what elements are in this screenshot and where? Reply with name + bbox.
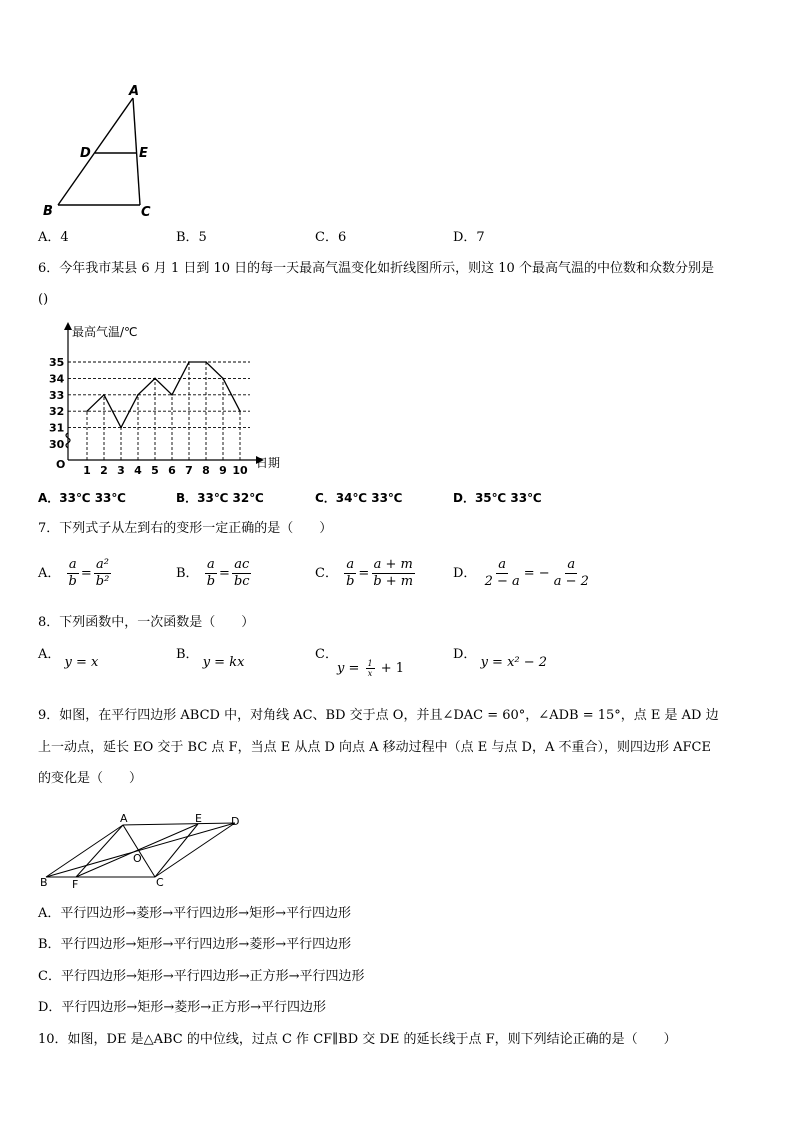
parallelogram-figure [38,810,248,892]
q10-stem: 10．如图，DE 是△ABC 的中位线，过点 C 作 CF∥BD 交 DE 的延长线于点 F，则下列结论正确的是（ ） [38,1032,677,1047]
q9-stem-line1: 9．如图，在平行四边形 ABCD 中，对角线 AC、BD 交于点 O，并且∠DAC = 60°，∠ADB = 15°，点 E 是 AD 边 [38,708,719,723]
q6-option-a[interactable]: A．33℃ 33℃ [38,491,126,505]
y-tick-label-33: 33 [49,388,65,402]
q5-option-b[interactable]: B．5 [176,230,207,245]
q9-label-A: A [120,812,128,825]
x-tick-label-5: 5 [151,464,159,477]
q9-label-C: C [156,876,164,889]
q9-option-d[interactable]: D．平行四边形→矩形→菱形→正方形→平行四边形 [38,1000,326,1015]
q9-option-a[interactable]: A．平行四边形→菱形→平行四边形→矩形→平行四边形 [38,906,351,921]
q7-b-label: B． [176,566,199,581]
data-point-7 [188,361,190,363]
x-tick-label-2: 2 [100,464,108,477]
q8-option-c[interactable] [315,646,338,664]
y-tick-label-32: 32 [49,405,65,419]
q6-stem: 6．今年我市某县 6 月 1 日到 10 日的每一天最高气温变化如折线图所示，则这 10 个最高气温的中位数和众数分别是 [38,261,714,276]
data-point-4 [137,394,139,396]
q7-b-right: $\frac{ac}{bc}$ [233,557,250,589]
q7-d-label: D． [453,566,477,581]
q7-d-right: $\frac{a}{a - 2}$ [553,557,589,589]
q9-option-b[interactable]: B．平行四边形→矩形→平行四边形→菱形→平行四边形 [38,937,352,952]
x-tick-label-3: 3 [117,464,125,477]
q8-option-a[interactable] [38,646,99,670]
q9-option-c[interactable]: C．平行四边形→矩形→平行四边形→正方形→平行四边形 [38,969,365,984]
q9-label-O: O [133,852,142,865]
x-tick-label-1: 1 [83,464,91,477]
label-B: B [43,204,53,219]
q6-paren: () [38,292,49,307]
q8-b-label: B． [176,647,199,662]
q7-option-d[interactable]: D． $\frac{a}{2 - a}$ = − $\frac{a}{a - 2}$ [453,557,589,589]
q7-c-label: C． [315,566,338,581]
q8-a-label: A． [38,647,61,662]
y-axis-label: 最高气温/℃ [72,325,138,339]
y-tick-label-35: 35 [49,356,65,369]
q9-stem-line2: 上一动点，延长 EO 交于 BC 点 F，当点 E 从点 D 向点 A 移动过程中（点 E 与点 D，A 不重合），则四边形 AFCE [38,740,711,755]
y-tick-label-31: 31 [49,421,65,435]
x-tick-label-7: 7 [185,464,193,477]
q7-option-b[interactable]: B． $\frac{a}{b}$ = $\frac{ac}{bc}$ [176,557,250,589]
data-point-6 [171,394,173,396]
q8-c-expr: y = $\frac{1}{x}$ + 1 [337,659,405,678]
data-point-2 [103,394,105,396]
q7-option-c[interactable]: C． $\frac{a}{b}$ = $\frac{a + m}{b + m}$ [315,557,414,589]
temperature-line-chart [38,322,288,477]
data-point-10 [239,410,241,412]
x-tick-label-4: 4 [134,464,142,477]
q7-a-left: $\frac{a}{b}$ [68,557,77,589]
q8-a-expr: y = x [64,655,99,670]
data-point-1 [86,410,88,412]
q5-option-d[interactable]: D．7 [453,230,485,245]
q9-label-D: D [231,815,240,828]
x-tick-label-10: 10 [232,464,248,477]
y-tick-label-34: 34 [49,372,65,386]
x-axis-label: 日期 [256,456,281,470]
q8-d-expr: y = x² − 2 [480,655,548,670]
q7-stem: 7．下列式子从左到右的变形一定正确的是（ ） [38,521,333,536]
q9-label-B: B [40,876,48,889]
q9-label-F: F [72,878,79,891]
q6-option-c[interactable]: C．34℃ 33℃ [315,491,403,505]
data-point-5 [154,378,156,380]
q8-b-expr: y = kx [202,655,245,670]
q8-c-label: C． [315,647,338,662]
label-C: C [141,205,151,220]
x-tick-label-9: 9 [219,464,227,477]
q8-option-d[interactable] [453,646,548,670]
q9-label-E: E [195,812,202,825]
x-tick-label-6: 6 [168,464,176,477]
triangle-figure [38,82,168,222]
data-point-3 [120,427,122,429]
q7-option-a[interactable]: A． $\frac{a}{b}$ = $\frac{\text{a²}}{\text{b²}}$ [38,557,110,589]
q7-b-left: $\frac{a}{b}$ [206,557,216,589]
q7-a-label: A． [38,566,61,581]
q6-option-b[interactable]: B．33℃ 32℃ [176,491,264,505]
q8-stem: 8．下列函数中，一次函数是（ ） [38,615,255,630]
label-E: E [139,146,148,161]
label-D: D [80,146,91,161]
q8-d-label: D． [453,647,477,662]
q7-a-right: $\frac{\text{a²}}{\text{b²}}$ [95,557,110,589]
q5-option-a[interactable]: A．4 [38,230,69,245]
x-tick-label-8: 8 [202,464,210,477]
y-axis-arrow [64,322,72,330]
data-point-9 [222,378,224,380]
origin-label: O [56,458,66,471]
q7-c-right: $\frac{a + m}{b + m}$ [373,557,414,589]
q9-stem-line3: 的变化是（ ） [38,771,143,786]
y-tick-label-30: 30 [49,438,65,451]
q6-option-d[interactable]: D．35℃ 33℃ [453,491,542,505]
q7-c-left: $\frac{a}{b}$ [346,557,355,589]
label-A: A [129,84,140,99]
data-point-8 [205,361,207,363]
q5-option-c[interactable]: C．6 [315,230,347,245]
q7-d-left: $\frac{a}{2 - a}$ [484,557,520,589]
q8-option-b[interactable] [176,646,245,670]
